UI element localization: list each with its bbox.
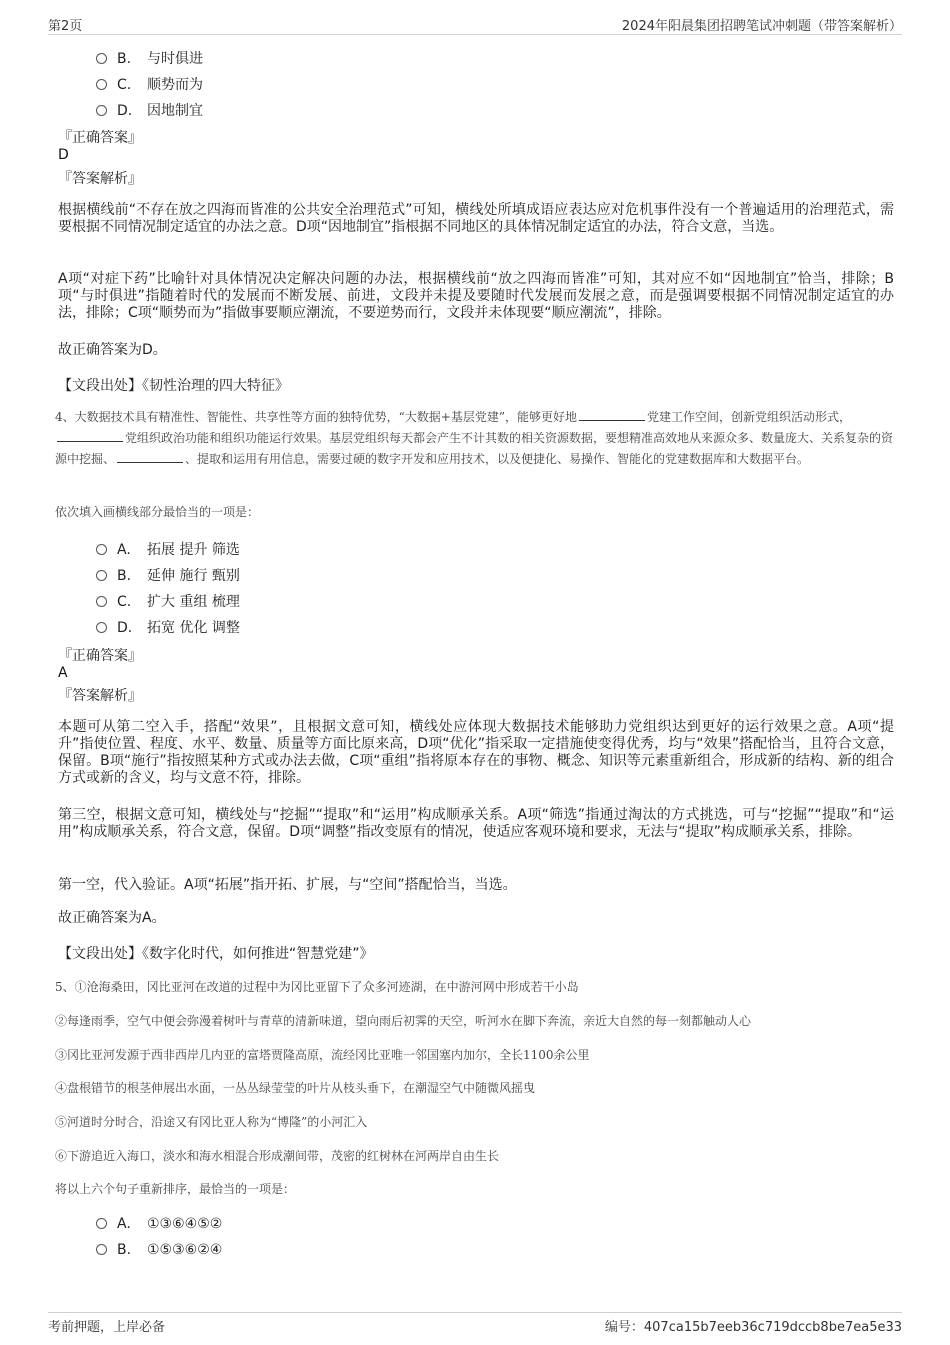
q4-option-c[interactable]: C. 扩大 重组 梳理 (96, 591, 240, 613)
q3-analysis-label: 『答案解析』 (58, 171, 142, 187)
q5-sentence-4: ④盘根错节的根茎伸展出水面，一丛丛绿莹莹的叶片从枝头垂下，在潮湿空气中随微风摇曳 (55, 1081, 536, 1095)
radio-icon[interactable] (96, 596, 107, 607)
q4-answer: A (58, 665, 68, 681)
radio-icon[interactable] (96, 79, 107, 90)
page-number: 第2页 (48, 19, 83, 34)
q5-sentence-6: ⑥下游追近入海口，淡水和海水相混合形成潮间带，茂密的红树林在河两岸自由生长 (55, 1149, 500, 1163)
document-id: 编号：407ca15b7eeb36c719dccb8be7ea5e33 (604, 1320, 902, 1335)
q3-answer: D (58, 147, 69, 163)
q5-option-b[interactable]: B. ①⑤③⑥②④ (96, 1242, 222, 1264)
q4-answer-label: 『正确答案』 (58, 648, 142, 664)
q4-prompt: 依次填入画横线部分最恰当的一项是： (55, 505, 260, 519)
q4-analysis-para-1: 本题可从第二空入手，搭配“效果”，且根据文意可知，横线处应体现大数据技术能够助力党组织达到更好的运行效果之意。A项“提升”指使位置、程度、水平、数量、质量等方面比原来高，D项“优化”指采取一定措施使变得优秀，均与“效果”搭配恰当，且符合文意，保留。B项“施行”指按照某种方式或办法去做，C项“重组”指将原本存在的事物、概念、知识等元素重新组合，形成新的结构、新的组合方式或新的含义，均与文意不符，排除。 (58, 719, 894, 786)
q5-sentence-2: ②每逢雨季，空气中便会弥漫着树叶与青草的清新味道，望向雨后初霁的天空，听河水在脚下奔流，亲近大自然的每一刻都触动人心 (55, 1014, 752, 1028)
q3-option-b[interactable]: B. 与时俱进 (96, 48, 203, 70)
q5-option-a[interactable]: A. ①③⑥④⑤② (96, 1216, 222, 1238)
radio-icon[interactable] (96, 1218, 107, 1229)
q3-source: 【文段出处】《韧性治理的四大特征》 (58, 378, 289, 394)
radio-icon[interactable] (96, 570, 107, 581)
footer-slogan: 考前押题，上岸必备 (48, 1320, 166, 1335)
answer-blank (579, 409, 645, 421)
q4-option-d[interactable]: D. 拓宽 优化 调整 (96, 617, 240, 639)
page-footer (48, 1312, 902, 1335)
q4-analysis-para-4: 故正确答案为A。 (58, 910, 166, 926)
answer-blank (117, 451, 183, 463)
radio-icon[interactable] (96, 622, 107, 633)
q3-option-d[interactable]: D. 因地制宜 (96, 100, 203, 122)
radio-icon[interactable] (96, 544, 107, 555)
q3-analysis-para-2: A项“对症下药”比喻针对具体情况决定解决问题的办法，根据横线前“放之四海而皆准”可知，其对应不如“因地制宜”恰当，排除；B项“与时俱进”指随着时代的发展而不断发展、前进，文段并未提及要随时代发展而发展之意，而是强调要根据不同情况制定适宜的办法，排除；C项“顺势而为”指做事要顺应潮流，不要逆势而行，文段并未体现要“顺应潮流”，排除。 (58, 271, 894, 321)
radio-icon[interactable] (96, 1244, 107, 1255)
q4-stem: 4、大数据技术具有精准性、智能性、共享性等方面的独特优势，“大数据+基层党建”，能够更好地 党建工作空间，创新党组织活动形式，党组织政治功能和组织功能运行效果。基层党组织每天都会产生不计其数的相关资源数据，要想精准高效地从来源众多、数量庞大、关系复杂的资源中挖掘、 、提取和运用有用信息，需要过硬的数字开发和应用技术，以及便捷化、易操作、智能化的党建数据库和大数据平台。 (55, 410, 894, 466)
q4-option-a[interactable]: A. 拓展 提升 筛选 (96, 539, 240, 561)
q3-analysis-para-3: 故正确答案为D。 (58, 342, 167, 358)
q4-analysis-label: 『答案解析』 (58, 688, 142, 704)
q3-option-c[interactable]: C. 顺势而为 (96, 74, 203, 96)
q3-answer-label: 『正确答案』 (58, 130, 142, 146)
q5-stem: 5、①沧海桑田，冈比亚河在改道的过程中为冈比亚留下了众多河迹湖，在中游河网中形成若干小岛 (55, 980, 579, 994)
answer-blank (57, 430, 123, 442)
q4-source: 【文段出处】《数字化时代，如何推进“智慧党建”》 (58, 946, 374, 962)
q5-sentence-5: ⑤河道时分时合，沿途又有冈比亚人称为“博隆”的小河汇入 (55, 1115, 368, 1129)
document-title: 2024年阳晨集团招聘笔试冲刺题（带答案解析） (621, 19, 902, 34)
page-header (48, 14, 902, 35)
q4-analysis-para-3: 第一空，代入验证。A项“拓展”指开拓、扩展，与“空间”搭配恰当，当选。 (58, 877, 517, 893)
q4-analysis-para-2: 第三空，根据文意可知，横线处与“挖掘”“提取”和“运用”构成顺承关系。A项“筛选”指通过淘汰的方式挑选，可与“挖掘”“提取”和“运用”构成顺承关系，符合文意，保留。D项“调整”指改变原有的情况，使适应客观环境和要求，无法与“提取”构成顺承关系，排除。 (58, 807, 894, 840)
q5-sentence-3: ③冈比亚河发源于西非西岸几内亚的富塔贾隆高原，流经冈比亚唯一邻国塞内加尔，全长1100余公里 (55, 1048, 590, 1062)
radio-icon[interactable] (96, 53, 107, 64)
q5-prompt: 将以上六个句子重新排序，最恰当的一项是： (55, 1182, 296, 1196)
radio-icon[interactable] (96, 105, 107, 116)
q4-option-b[interactable]: B. 延伸 施行 甄别 (96, 565, 240, 587)
q3-analysis-para-1: 根据横线前“不存在放之四海而皆准的公共安全治理范式”可知，横线处所填成语应表达应对危机事件没有一个普遍适用的治理范式，需要根据不同情况制定适宜的办法之意。D项“因地制宜”指根据不同地区的具体情况制定适宜的办法，符合文意，当选。 (58, 202, 894, 235)
